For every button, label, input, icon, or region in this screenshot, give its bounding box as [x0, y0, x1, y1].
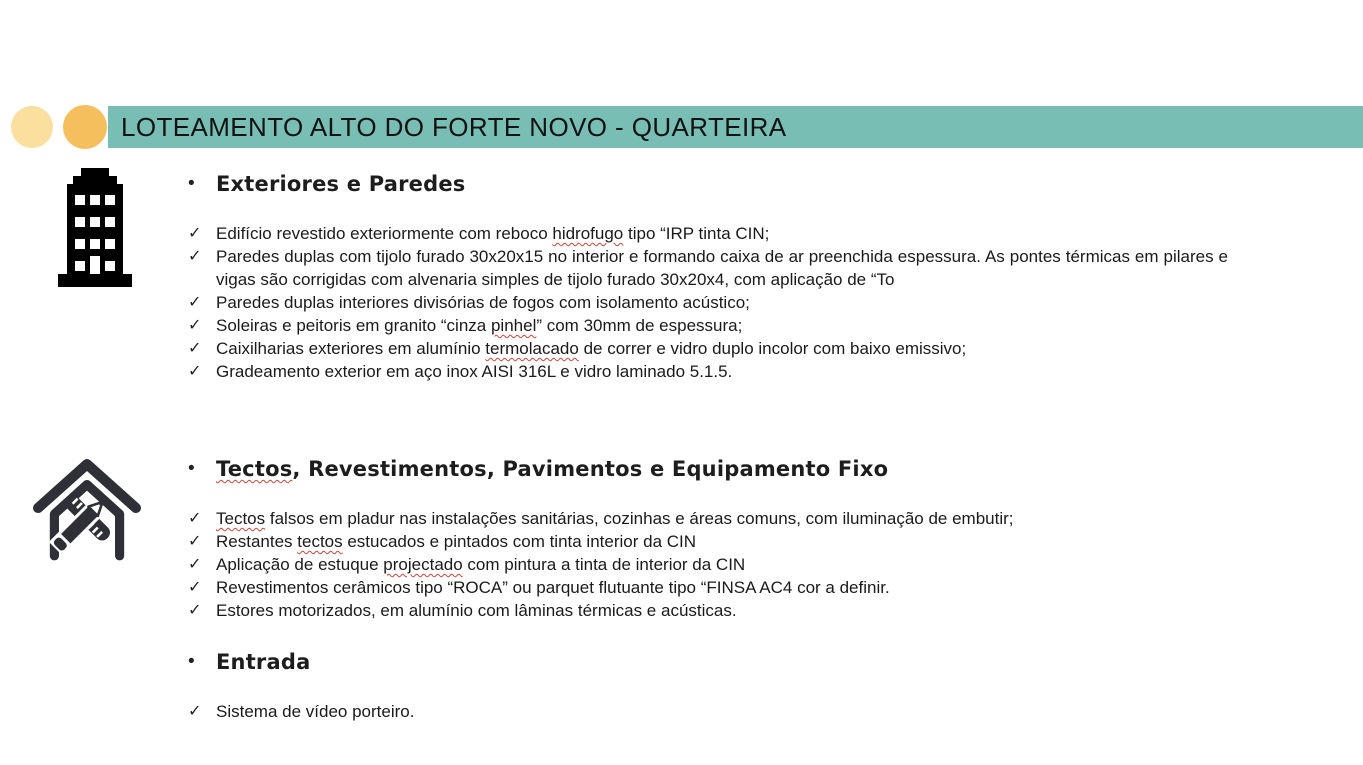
text-segment: , Revestimentos, Pavimentos e Equipamento Fixo: [292, 457, 889, 481]
list-item-text: [216, 314, 1228, 337]
list-item-text: [216, 576, 1228, 599]
misspelled-word: termolacado: [485, 339, 579, 358]
text-segment: Caixilharias exteriores em alumínio: [216, 339, 486, 358]
list-item: [188, 507, 1228, 530]
building-icon: [55, 168, 135, 290]
checkmark-icon: ✓: [188, 317, 202, 334]
section-heading: [216, 455, 1228, 483]
checkmark-icon: ✓: [188, 556, 202, 573]
list-item-text: [216, 553, 1228, 576]
list-item: [188, 314, 1228, 337]
text-segment: com pintura a tinta de interior da CIN: [462, 555, 746, 574]
misspelled-word: tectos: [297, 532, 343, 551]
list-item-text: [216, 222, 1228, 245]
text-segment: tipo “IRP tinta CIN;: [623, 224, 770, 243]
list-item: [188, 599, 1228, 622]
list-item: [188, 222, 1228, 245]
list-item: [188, 360, 1228, 383]
checkmark-icon: ✓: [188, 294, 202, 311]
list-item: [188, 291, 1228, 314]
list-item-text: [216, 291, 1228, 314]
misspelled-word: pinhel: [490, 316, 537, 335]
checkmark-icon: ✓: [188, 363, 202, 380]
section-exteriores-e-paredes: [188, 170, 1228, 383]
section-heading-row: [188, 170, 1228, 198]
checkmark-icon: ✓: [188, 248, 202, 265]
house-design-icon: [33, 457, 141, 563]
decor-circle-light: [11, 106, 53, 148]
checkmark-icon: ✓: [188, 510, 202, 527]
misspelled-word: Tectos: [216, 509, 266, 528]
section-heading: [216, 170, 1228, 198]
bullet-icon: •: [188, 173, 195, 194]
checkmark-icon: ✓: [188, 225, 202, 242]
text-segment: Paredes duplas interiores divisórias de fogos com isolamento acústico;: [216, 293, 750, 312]
checkmark-icon: ✓: [188, 602, 202, 619]
list-item-text: [216, 530, 1228, 553]
bullet-icon: •: [188, 458, 195, 479]
list-item: [188, 245, 1228, 291]
list-item-text: [216, 245, 1228, 291]
title-bar: [108, 106, 1363, 148]
list-item: [188, 700, 1228, 723]
slide-title: LOTEAMENTO ALTO DO FORTE NOVO - QUARTEIRA: [121, 111, 787, 142]
section-heading-row: [188, 455, 1228, 483]
decor-circle-orange: [63, 105, 107, 149]
section-heading-row: [188, 648, 1228, 676]
section-heading: [216, 648, 1228, 676]
list-item-text: [216, 337, 1228, 360]
text-segment: Gradeamento exterior em aço inox AISI 316L e vidro laminado 5.1.5.: [216, 362, 733, 381]
list-item: [188, 576, 1228, 599]
section-tectos-revestimentos-pavimentos-equipamento-fixo: [188, 455, 1228, 622]
misspelled-word: Tectos: [216, 457, 293, 481]
list-item: [188, 337, 1228, 360]
list-item: [188, 553, 1228, 576]
text-segment: Edifício revestido exteriormente com reboco: [216, 224, 553, 243]
misspelled-word: projectado: [383, 555, 463, 574]
misspelled-word: hidrofugo: [552, 224, 624, 243]
text-segment: Aplicação de estuque: [216, 555, 384, 574]
checkmark-icon: ✓: [188, 579, 202, 596]
text-segment: Revestimentos cerâmicos tipo “ROCA” ou parquet flutuante tipo “FINSA AC4 cor a definir.: [216, 578, 890, 597]
text-segment: de correr e vidro duplo incolor com baixo emissivo;: [578, 339, 967, 358]
text-segment: Paredes duplas com tijolo furado 30x20x15 no interior e formando caixa de ar preenchida espessura. As pontes térmicas em pilares e vigas são corrigidas com alvenaria simples de tijolo furado 30x20x4, com aplicação de “To: [216, 247, 1228, 289]
text-segment: estucados e pintados com tinta interior da CIN: [342, 532, 697, 551]
text-segment: Entrada: [216, 650, 311, 674]
text-segment: Exteriores e Paredes: [216, 172, 466, 196]
list-item-text: [216, 700, 1228, 723]
checkmark-icon: ✓: [188, 340, 202, 357]
text-segment: Sistema de vídeo porteiro.: [216, 702, 415, 721]
text-segment: Restantes: [216, 532, 298, 551]
list-item-text: [216, 599, 1228, 622]
text-segment: falsos em pladur nas instalações sanitárias, cozinhas e áreas comuns, com iluminação de embutir;: [265, 509, 1014, 528]
text-segment: Estores motorizados, em alumínio com lâminas térmicas e acústicas.: [216, 601, 737, 620]
checkmark-icon: ✓: [188, 703, 202, 720]
checkmark-icon: ✓: [188, 533, 202, 550]
text-segment: Soleiras e peitoris em granito “cinza: [216, 316, 491, 335]
list-item-text: [216, 507, 1228, 530]
list-item: [188, 530, 1228, 553]
text-segment: ” com 30mm de espessura;: [536, 316, 743, 335]
list-item-text: [216, 360, 1228, 383]
section-entrada: [188, 648, 1228, 723]
bullet-icon: •: [188, 651, 195, 672]
